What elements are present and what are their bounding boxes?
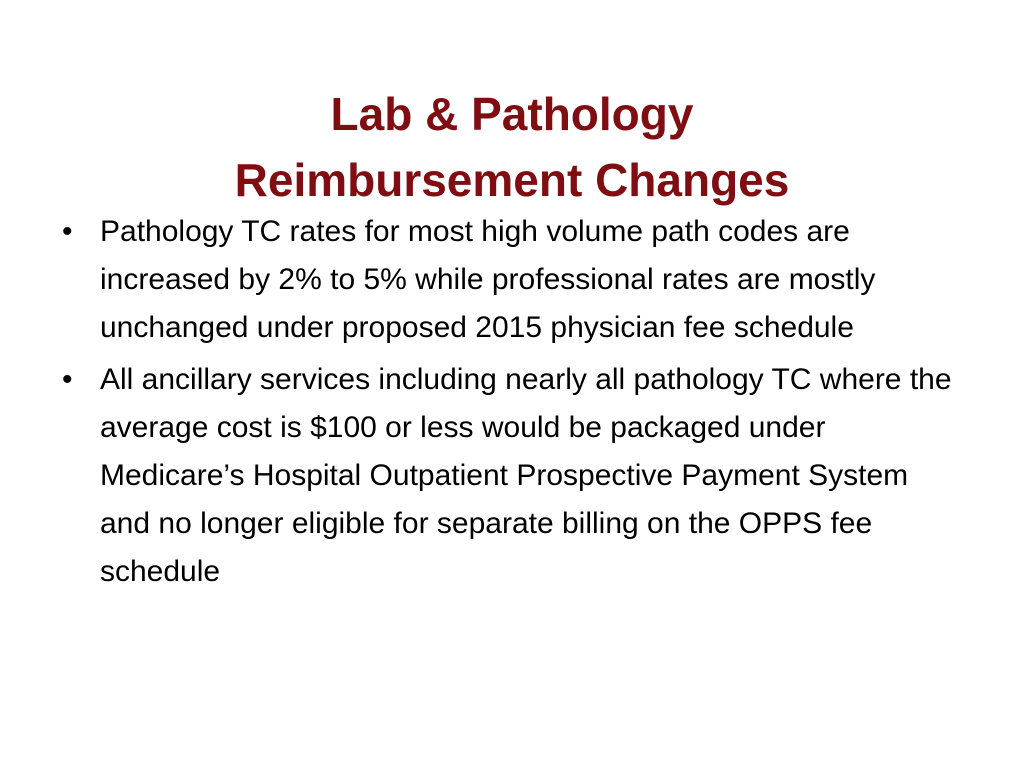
- title-line-2: Reimbursement Changes: [234, 153, 790, 206]
- bullet-item-2: [62, 356, 962, 596]
- slide-title: [0, 81, 1024, 213]
- bullet-item-1: [62, 208, 962, 352]
- bullet-dot-icon: •: [62, 363, 73, 396]
- bullet-text-2: All ancillary services including nearly all pathology TC where the average cost is $100 or less would be packaged under Medicare’s Hospital Outpatient Prospective Payment System and no longer eligible for separate billing on the OPPS fee schedule: [100, 363, 952, 588]
- bullet-list: [62, 208, 962, 600]
- bullet-text-1: Pathology TC rates for most high volume path codes are increased by 2% to 5% while professional rates are mostly unchanged under proposed 2015 physician fee schedule: [100, 215, 876, 344]
- title-line-1: Lab & Pathology: [330, 87, 694, 140]
- bullet-dot-icon: •: [62, 215, 73, 248]
